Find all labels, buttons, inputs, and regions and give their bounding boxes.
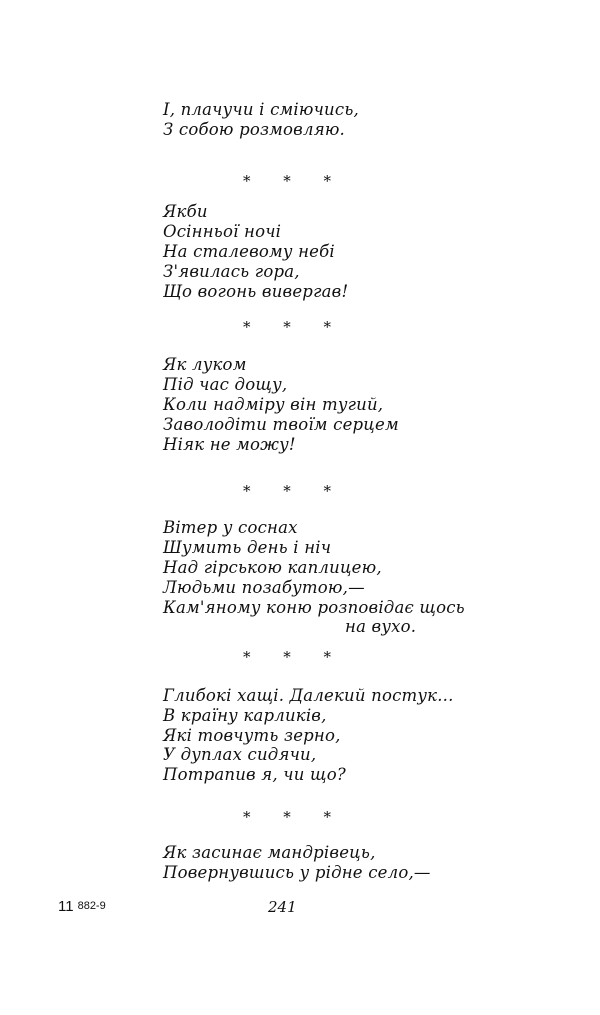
poem-line: Що вогонь вивергав! [163,282,349,301]
poem-line: Повернувшись у рідне село,— [163,863,431,882]
poem-line: Над гірською каплицею, [163,558,382,577]
stanza-separator: * * * [243,808,346,826]
poem-line: В країну карликів, [163,706,327,725]
poem-line: Шумить день і ніч [163,538,332,557]
poem-line: Потрапив я, чи що? [163,765,346,784]
poem-line: Людьми позабутою,— [163,578,365,597]
signature-code: 882-9 [77,900,106,912]
poem-line: Під час дощу, [163,375,288,394]
poem-line: Ніяк не можу! [163,435,296,454]
poem-line: З собою розмовляю. [163,120,345,139]
poem-line: І, плачучи і сміючись, [163,100,359,119]
poem-line: Якби [163,202,208,221]
poem-line: На сталевому небі [163,242,335,261]
poem-line: Глибокі хащі. Далекий постук... [163,686,454,705]
page-number: 241 [268,898,297,916]
stanza-separator: * * * [243,482,346,500]
stanza-separator: * * * [243,318,346,336]
poem-line: Вітер у соснах [163,518,298,537]
poem-line: З'явилась гора, [163,262,300,281]
poem-line: Осінньої ночі [163,222,282,241]
stanza-separator: * * * [243,648,346,666]
poem-line: Як луком [163,355,247,374]
poem-line: Коли надміру він тугий, [163,395,384,414]
poem-line: У дуплах сидячи, [163,745,317,764]
printer-signature [58,898,106,915]
poem-line: Заволодіти твоїм серцем [163,415,399,434]
stanza-separator: * * * [243,172,346,190]
poem-line: Кам'яному коню розповідає щось [163,598,465,617]
signature-number: 11 [58,898,74,915]
poem-line: на вухо. [345,617,417,636]
poem-line: Як засинає мандрівець, [163,843,376,862]
poem-line: Які товчуть зерно, [163,726,341,745]
